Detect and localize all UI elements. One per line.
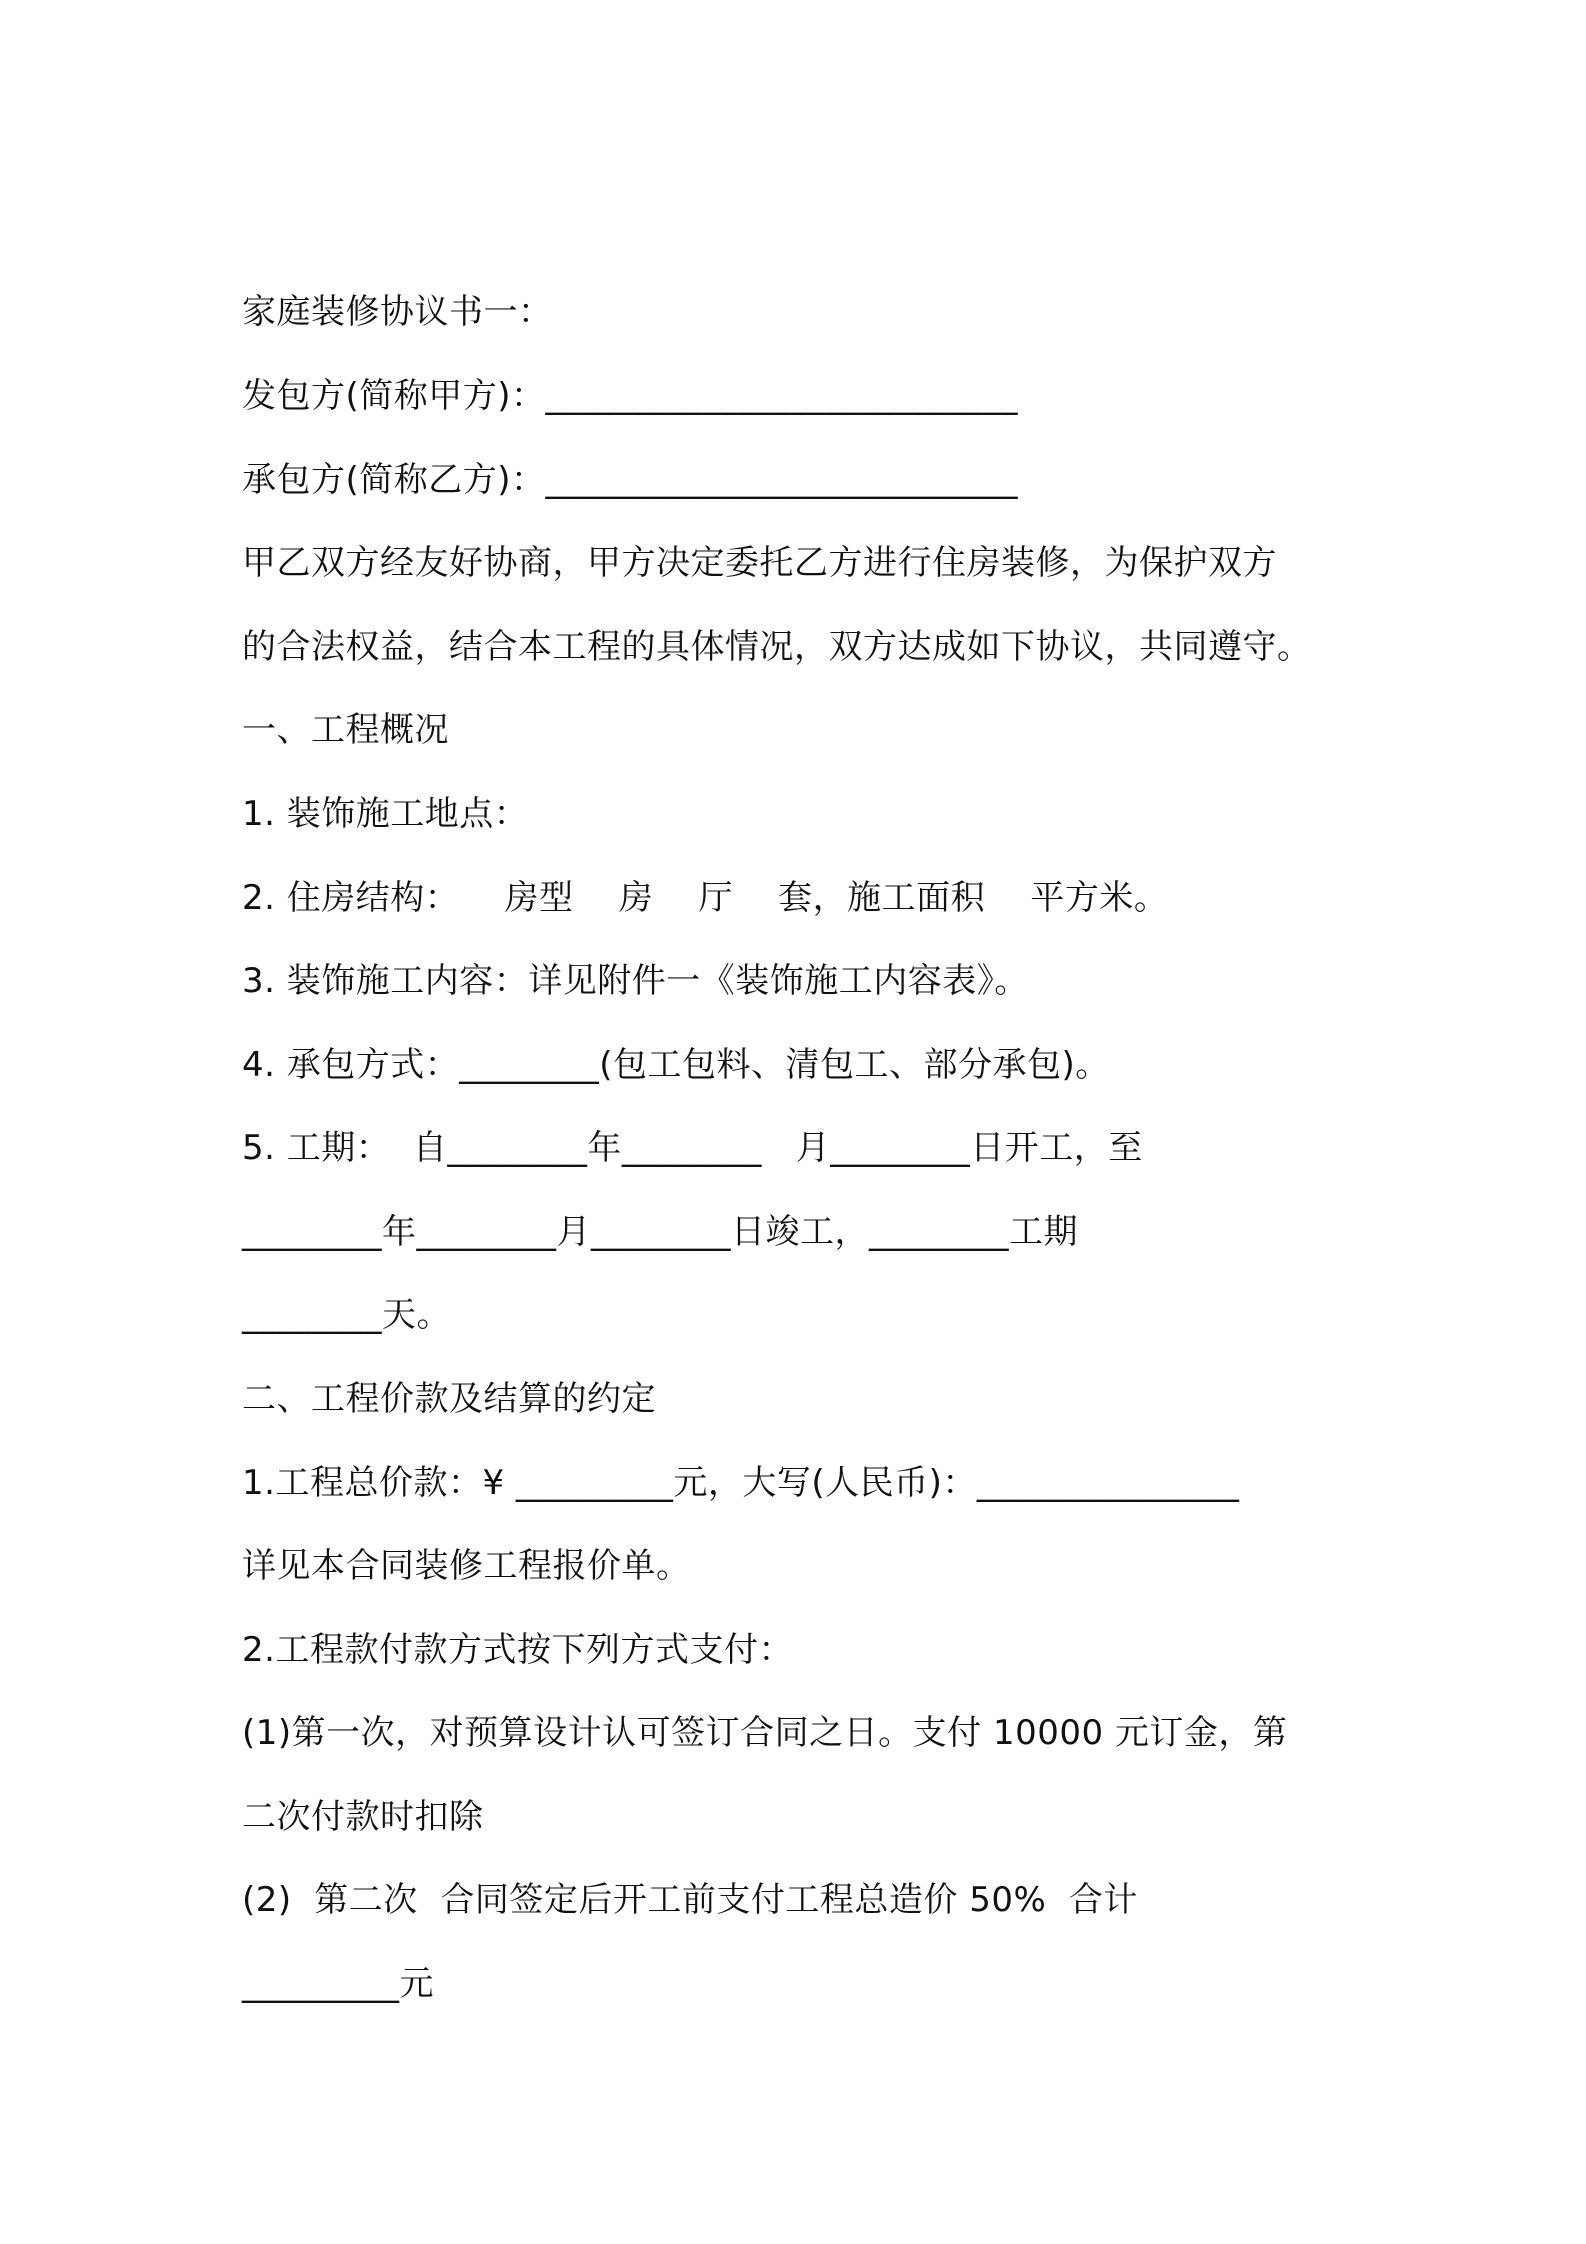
payment-1-line-2: 二次付款时扣除 <box>242 1797 484 1837</box>
clause-2-2: 2.工程款付款方式按下列方式支付： <box>242 1630 793 1670</box>
payment-2-line-2: _________元 <box>242 1964 434 2004</box>
intro-paragraph-line-1: 甲乙双方经友好协商，甲方决定委托乙方进行住房装修，为保护双方 <box>242 543 1277 583</box>
clause-1-1: 1. 装饰施工地点： <box>242 794 529 834</box>
clause-2-1-line-1: 1.工程总价款：¥ _________元，大写(人民币)：_______________ <box>242 1463 1240 1503</box>
clause-1-5-line-1: 5. 工期： 自________年________ 月________日开工，至 <box>242 1128 1143 1168</box>
payment-1-line-1: (1)第一次，对预算设计认可签订合同之日。支付 10000 元订金，第 <box>242 1713 1288 1753</box>
clause-1-4: 4. 承包方式：________(包工包料、清包工、部分承包)。 <box>242 1045 1110 1085</box>
intro-paragraph-line-2: 的合法权益，结合本工程的具体情况，双方达成如下协议，共同遵守。 <box>242 627 1312 667</box>
document-title: 家庭装修协议书一： <box>242 292 553 332</box>
party-b-line: 承包方(简称乙方)：___________________________ <box>242 460 1019 500</box>
clause-1-2: 2. 住房结构： 房型 房 厅 套，施工面积 平方米。 <box>242 878 1169 918</box>
section-1-heading: 一、工程概况 <box>242 710 449 750</box>
party-a-line: 发包方(简称甲方)：___________________________ <box>242 376 1019 416</box>
section-2-heading: 二、工程价款及结算的约定 <box>242 1379 656 1419</box>
clause-1-5-line-2: ________年________月________日竣工，________工期 <box>242 1212 1078 1252</box>
payment-2-line-1: (2) 第二次 合同签定后开工前支付工程总造价 50% 合计 <box>242 1880 1138 1920</box>
clause-2-1-line-2: 详见本合同装修工程报价单。 <box>242 1546 691 1586</box>
clause-1-5-line-3: ________天。 <box>242 1295 451 1335</box>
clause-1-3: 3. 装饰施工内容：详见附件一《装饰施工内容表》。 <box>242 961 1029 1001</box>
